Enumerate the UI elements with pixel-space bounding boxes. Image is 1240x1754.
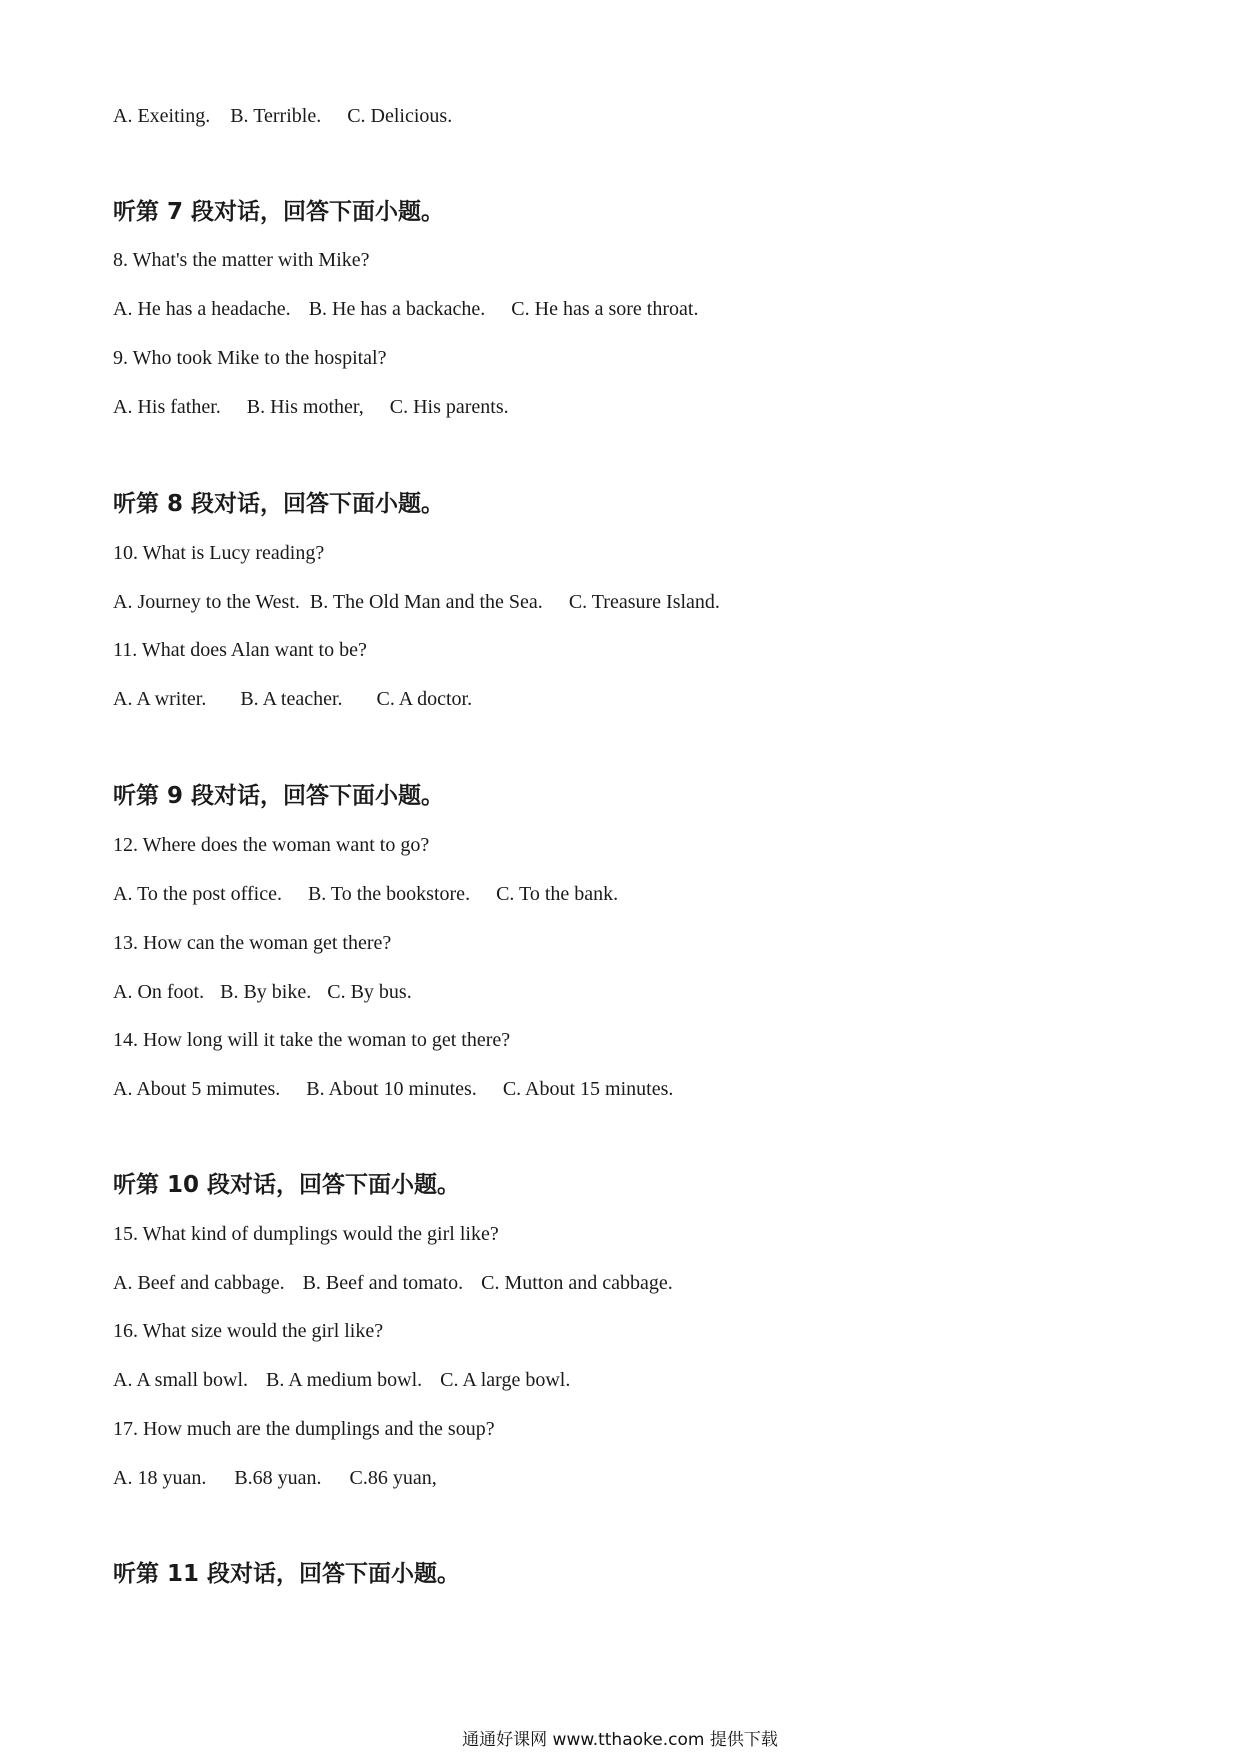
answer-options	[113, 980, 412, 1004]
section-heading-text: 听第 11 段对话，回答下面小题。	[113, 1561, 461, 1587]
answer-option: A. 18 yuan.	[113, 1467, 207, 1489]
answer-option: B.68 yuan.	[234, 1467, 322, 1489]
answer-option: C. Mutton and cabbage.	[481, 1272, 673, 1294]
section-heading	[113, 198, 444, 226]
question-text: 13. How can the woman get there?	[113, 932, 392, 954]
answer-option: C. He has a sore throat.	[511, 298, 699, 320]
section-heading	[113, 1171, 460, 1199]
answer-option: A. Exeiting.	[113, 105, 211, 127]
answer-options	[113, 1466, 437, 1490]
answer-option: C. A doctor.	[376, 688, 473, 710]
section-heading-text: 听第 7 段对话，回答下面小题。	[113, 199, 445, 225]
answer-option: A. Journey to the West.	[113, 591, 300, 613]
answer-option: B. By bike.	[220, 981, 312, 1003]
answer-option: C. Treasure Island.	[568, 591, 720, 613]
answer-options	[113, 1368, 570, 1392]
section-heading-text: 听第 10 段对话，回答下面小题。	[113, 1172, 461, 1198]
answer-options	[113, 297, 698, 321]
question-text: 8. What's the matter with Mike?	[113, 249, 370, 271]
question-text: 12. Where does the woman want to go?	[113, 834, 430, 856]
answer-options	[113, 687, 472, 711]
answer-option: C. To the bank.	[496, 883, 619, 905]
answer-option: A. On foot.	[113, 981, 205, 1003]
answer-options	[113, 882, 618, 906]
answer-option: C.86 yuan,	[349, 1467, 437, 1489]
answer-option: A. To the post office.	[113, 883, 282, 905]
answer-option: B. To the bookstore.	[307, 883, 471, 905]
answer-option: C. His parents.	[389, 396, 509, 418]
answer-option: B. Terrible.	[230, 105, 322, 127]
answer-option: B. A medium bowl.	[266, 1369, 423, 1391]
answer-option: A. A small bowl.	[113, 1369, 249, 1391]
answer-option: C. By bus.	[327, 981, 412, 1003]
answer-option: A. About 5 mimutes.	[113, 1078, 281, 1100]
answer-option: A. He has a headache.	[113, 298, 291, 320]
answer-option: A. His father.	[113, 396, 221, 418]
question-text: 14. How long will it take the woman to get there?	[113, 1029, 511, 1051]
answer-options	[113, 590, 720, 614]
section-heading	[113, 1560, 460, 1588]
answer-options	[113, 1271, 673, 1295]
section-heading-text: 听第 8 段对话，回答下面小题。	[113, 491, 445, 517]
answer-option: C. Delicious.	[347, 105, 453, 127]
answer-option: A. Beef and cabbage.	[113, 1272, 285, 1294]
answer-option: B. He has a backache.	[308, 298, 486, 320]
answer-option: B. The Old Man and the Sea.	[309, 591, 543, 613]
section-heading	[113, 782, 444, 810]
answer-option: A. A writer.	[113, 688, 207, 710]
page-footer: 通通好课网 www.tthaoke.com 提供下载	[462, 1730, 778, 1750]
answer-options	[113, 104, 452, 128]
answer-option: B. His mother,	[246, 396, 364, 418]
question-text: 11. What does Alan want to be?	[113, 639, 367, 661]
answer-option: B. About 10 minutes.	[306, 1078, 477, 1100]
question-text: 9. Who took Mike to the hospital?	[113, 347, 387, 369]
section-heading-text: 听第 9 段对话，回答下面小题。	[113, 783, 445, 809]
answer-option: C. About 15 minutes.	[502, 1078, 674, 1100]
question-text: 15. What kind of dumplings would the girl like?	[113, 1223, 499, 1245]
answer-option: B. Beef and tomato.	[302, 1272, 464, 1294]
question-text: 17. How much are the dumplings and the soup?	[113, 1418, 495, 1440]
answer-options	[113, 395, 509, 419]
question-text: 16. What size would the girl like?	[113, 1320, 384, 1342]
answer-options	[113, 1077, 673, 1101]
answer-option: B. A teacher.	[240, 688, 343, 710]
section-heading	[113, 490, 444, 518]
answer-option: C. A large bowl.	[440, 1369, 571, 1391]
question-text: 10. What is Lucy reading?	[113, 542, 325, 564]
